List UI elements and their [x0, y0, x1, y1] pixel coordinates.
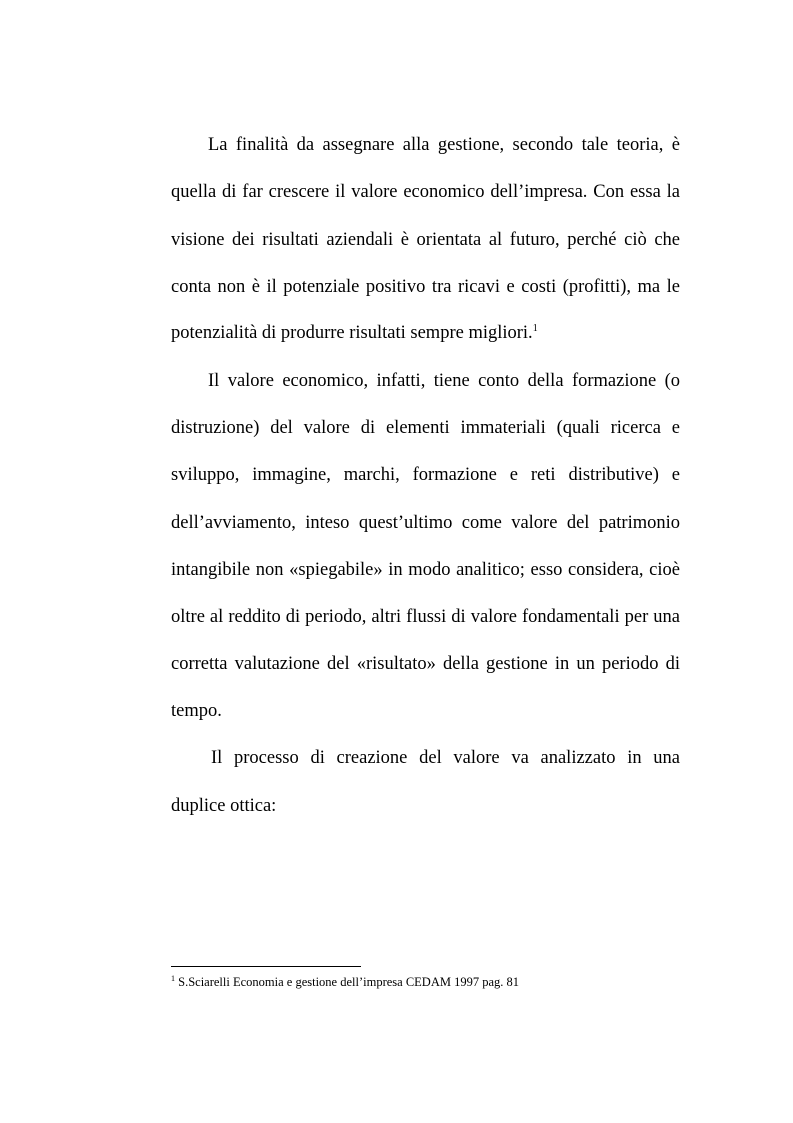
text-line: dell’avviamento, inteso quest’ultimo come valore del patrimonio	[171, 513, 680, 533]
footnote	[171, 974, 519, 990]
text-line: corretta valutazione del «risultato» della gestione in un periodo di	[171, 654, 680, 674]
text-line-with-footnote	[171, 322, 680, 344]
text-line: tempo.	[171, 701, 222, 721]
text-line: Il processo di creazione del valore va analizzato in una	[211, 748, 680, 768]
footnote-text: S.Sciarelli Economia e gestione dell’impresa CEDAM 1997 pag. 81	[178, 975, 520, 989]
footnote-separator	[171, 966, 361, 967]
text-line: La finalità da assegnare alla gestione, secondo tale teoria, è	[208, 135, 680, 155]
text-line: conta non è il potenziale positivo tra ricavi e costi (profitti), ma le	[171, 277, 680, 297]
text-line: intangibile non «spiegabile» in modo analitico; esso considera, cioè	[171, 560, 680, 580]
text-line: duplice ottica:	[171, 796, 277, 816]
text-line: distruzione) del valore di elementi immateriali (quali ricerca e	[171, 418, 680, 438]
text-line: visione dei risultati aziendali è orientata al futuro, perché ciò che	[171, 230, 680, 250]
footnote-number: 1	[171, 974, 175, 983]
text-line: Il valore economico, infatti, tiene conto della formazione (o	[208, 371, 680, 391]
text-line: sviluppo, immagine, marchi, formazione e reti distributive) e	[171, 465, 680, 485]
text-line: potenzialità di produrre risultati sempre migliori.	[171, 323, 533, 343]
text-line: oltre al reddito di periodo, altri flussi di valore fondamentali per una	[171, 607, 680, 627]
footnote-reference[interactable]: 1	[532, 323, 538, 334]
text-line: quella di far crescere il valore economico dell’impresa. Con essa la	[171, 182, 680, 202]
